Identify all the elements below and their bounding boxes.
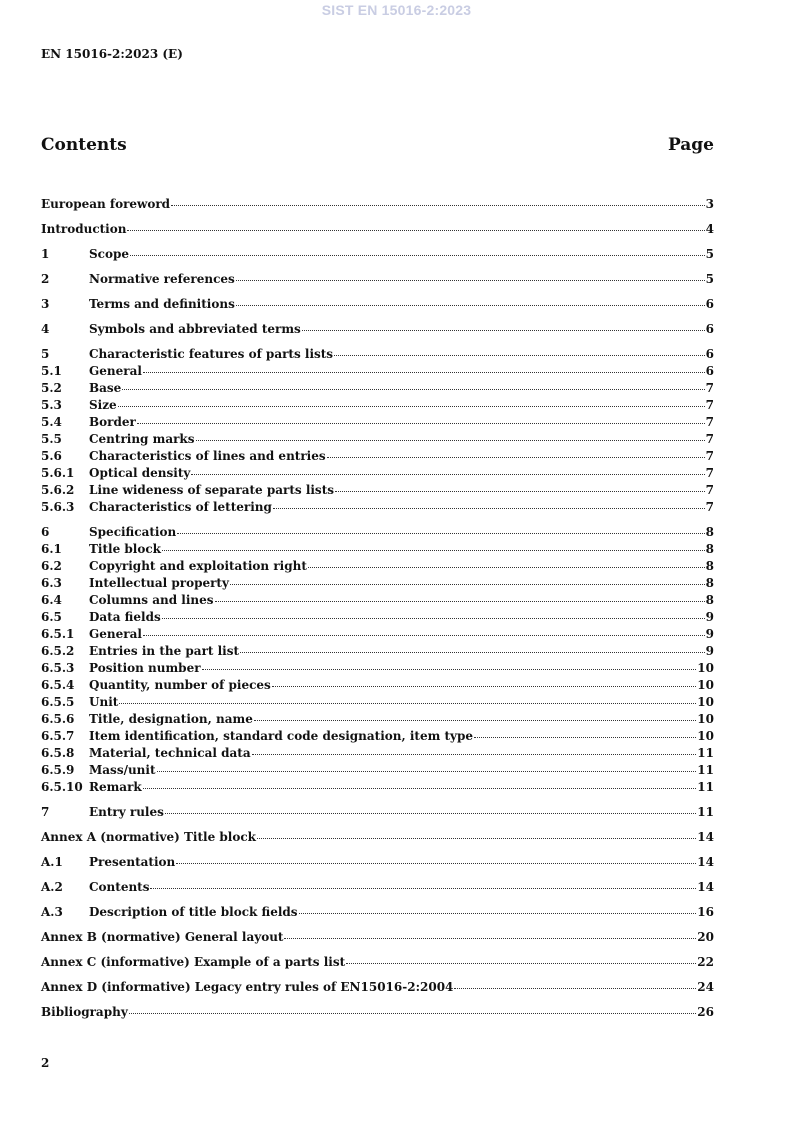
toc-entry-number: A.1 bbox=[41, 855, 63, 869]
toc-entry[interactable] bbox=[41, 321, 714, 338]
toc-dot-leader bbox=[143, 634, 705, 636]
toc-entry-title: Specification bbox=[89, 525, 177, 539]
toc-dot-leader bbox=[302, 329, 705, 331]
toc-entry-title: Characteristics of lettering bbox=[89, 500, 272, 514]
toc-entry-page: 5 bbox=[705, 272, 714, 286]
toc-entry-page: 26 bbox=[697, 1005, 714, 1019]
toc-entry[interactable] bbox=[41, 499, 714, 516]
toc-dot-leader bbox=[299, 912, 697, 914]
toc-entry-number: 6.5.5 bbox=[41, 695, 75, 709]
toc-entry-title: European foreword bbox=[41, 197, 171, 211]
toc-entry-number: 6.3 bbox=[41, 576, 62, 590]
toc-entry-title: Title, designation, name bbox=[89, 712, 253, 726]
toc-entry-title: Scope bbox=[89, 247, 130, 261]
toc-entry-page: 7 bbox=[705, 500, 714, 514]
toc-entry-page: 7 bbox=[705, 432, 714, 446]
toc-entry-page: 22 bbox=[697, 955, 714, 969]
table-of-contents bbox=[41, 196, 714, 1021]
toc-entry-number: 6.5 bbox=[41, 610, 62, 624]
toc-dot-leader bbox=[176, 862, 696, 864]
toc-entry-number: 6.5.8 bbox=[41, 746, 75, 760]
toc-entry-title: Remark bbox=[89, 780, 142, 794]
toc-dot-leader bbox=[474, 736, 696, 738]
toc-entry-number: 2 bbox=[41, 272, 50, 286]
toc-dot-leader bbox=[308, 566, 705, 568]
toc-entry-number: 1 bbox=[41, 247, 50, 261]
toc-dot-leader bbox=[118, 405, 705, 407]
toc-entry-page: 8 bbox=[705, 593, 714, 607]
toc-entry-title: Material, technical data bbox=[89, 746, 251, 760]
toc-entry-number: 5.6.3 bbox=[41, 500, 75, 514]
toc-entry-title: Bibliography bbox=[41, 1005, 128, 1019]
toc-entry[interactable] bbox=[41, 363, 714, 380]
toc-entry-number: 5.3 bbox=[41, 398, 62, 412]
toc-entry-title: Line wideness of separate parts lists bbox=[89, 483, 334, 497]
toc-dot-leader bbox=[334, 354, 705, 356]
toc-entry[interactable] bbox=[41, 711, 714, 728]
toc-entry-page: 6 bbox=[705, 322, 714, 336]
toc-entry[interactable] bbox=[41, 346, 714, 363]
toc-entry-page: 6 bbox=[705, 297, 714, 311]
toc-entry-page: 24 bbox=[697, 980, 714, 994]
toc-entry-title: Quantity, number of pieces bbox=[89, 678, 271, 692]
toc-entry-page: 8 bbox=[705, 559, 714, 573]
toc-entry-page: 11 bbox=[697, 746, 714, 760]
toc-dot-leader bbox=[257, 837, 696, 839]
toc-entry-title: Position number bbox=[89, 661, 201, 675]
toc-dot-leader bbox=[129, 1012, 697, 1014]
toc-entry-number: A.3 bbox=[41, 905, 63, 919]
toc-dot-leader bbox=[454, 987, 696, 989]
toc-entry-number: 5.6.1 bbox=[41, 466, 75, 480]
toc-entry[interactable] bbox=[41, 448, 714, 465]
toc-entry-page: 14 bbox=[697, 880, 714, 894]
toc-entry[interactable] bbox=[41, 929, 714, 946]
toc-entry-number: 6.5.2 bbox=[41, 644, 75, 658]
toc-entry[interactable] bbox=[41, 904, 714, 921]
toc-entry[interactable] bbox=[41, 558, 714, 575]
toc-entry-page: 16 bbox=[697, 905, 714, 919]
toc-entry[interactable] bbox=[41, 296, 714, 313]
toc-dot-leader bbox=[162, 549, 705, 551]
toc-entry-page: 3 bbox=[705, 197, 714, 211]
toc-entry[interactable] bbox=[41, 677, 714, 694]
toc-dot-leader bbox=[191, 473, 704, 475]
toc-entry-page: 7 bbox=[705, 381, 714, 395]
toc-dot-leader bbox=[215, 600, 705, 602]
toc-entry[interactable] bbox=[41, 804, 714, 821]
toc-dot-leader bbox=[171, 204, 705, 206]
toc-entry-page: 9 bbox=[705, 610, 714, 624]
toc-dot-leader bbox=[236, 304, 705, 306]
toc-entry[interactable] bbox=[41, 779, 714, 796]
toc-entry[interactable] bbox=[41, 609, 714, 626]
toc-entry[interactable] bbox=[41, 541, 714, 558]
toc-entry[interactable] bbox=[41, 482, 714, 499]
toc-entry-title: Item identification, standard code designation, item type bbox=[89, 729, 474, 743]
toc-entry-title: Symbols and abbreviated terms bbox=[89, 322, 301, 336]
toc-entry[interactable] bbox=[41, 728, 714, 745]
toc-entry-number: 6.4 bbox=[41, 593, 62, 607]
toc-entry-title: Size bbox=[89, 398, 117, 412]
toc-entry-number: 6.5.10 bbox=[41, 780, 83, 794]
toc-entry-number: 6.5.3 bbox=[41, 661, 75, 675]
toc-entry-number: 5 bbox=[41, 347, 50, 361]
toc-entry-title: Mass/unit bbox=[89, 763, 156, 777]
toc-entry[interactable] bbox=[41, 575, 714, 592]
toc-entry-number: 3 bbox=[41, 297, 50, 311]
toc-dot-leader bbox=[157, 770, 697, 772]
toc-dot-leader bbox=[252, 753, 697, 755]
toc-entry-page: 6 bbox=[705, 347, 714, 361]
toc-entry-page: 7 bbox=[705, 483, 714, 497]
toc-dot-leader bbox=[254, 719, 696, 721]
watermark: SIST EN 15016-2:2023 bbox=[321, 2, 472, 18]
toc-entry[interactable] bbox=[41, 246, 714, 263]
toc-entry-page: 10 bbox=[697, 678, 714, 692]
toc-dot-leader bbox=[137, 422, 705, 424]
toc-dot-leader bbox=[122, 388, 704, 390]
toc-entry-page: 10 bbox=[697, 712, 714, 726]
toc-dot-leader bbox=[202, 668, 697, 670]
toc-entry[interactable] bbox=[41, 196, 714, 213]
toc-entry[interactable] bbox=[41, 694, 714, 711]
toc-entry[interactable] bbox=[41, 592, 714, 609]
toc-entry-title: Annex D (informative) Legacy entry rules of EN15016-2:2004 bbox=[41, 980, 454, 994]
toc-entry-title: Characteristics of lines and entries bbox=[89, 449, 326, 463]
toc-entry-title: Introduction bbox=[41, 222, 127, 236]
toc-entry-title: Optical density bbox=[89, 466, 191, 480]
toc-dot-leader bbox=[230, 583, 705, 585]
toc-entry[interactable] bbox=[41, 643, 714, 660]
toc-entry-title: Columns and lines bbox=[89, 593, 214, 607]
toc-entry-number: 6.1 bbox=[41, 542, 62, 556]
toc-entry-page: 14 bbox=[697, 855, 714, 869]
toc-entry-number: 4 bbox=[41, 322, 50, 336]
toc-entry[interactable] bbox=[41, 414, 714, 431]
toc-entry-page: 7 bbox=[705, 466, 714, 480]
toc-entry-title: Centring marks bbox=[89, 432, 195, 446]
toc-dot-leader bbox=[143, 787, 697, 789]
toc-entry-title: Base bbox=[89, 381, 122, 395]
toc-entry-page: 10 bbox=[697, 661, 714, 675]
toc-entry-page: 20 bbox=[697, 930, 714, 944]
toc-entry-title: Normative references bbox=[89, 272, 235, 286]
toc-dot-leader bbox=[165, 812, 696, 814]
toc-entry[interactable] bbox=[41, 1004, 714, 1021]
toc-dot-leader bbox=[272, 685, 696, 687]
toc-entry-number: 6.5.4 bbox=[41, 678, 75, 692]
toc-dot-leader bbox=[119, 702, 696, 704]
toc-entry-page: 5 bbox=[705, 247, 714, 261]
toc-entry-page: 6 bbox=[705, 364, 714, 378]
toc-entry-number: 6.5.6 bbox=[41, 712, 75, 726]
toc-entry-number: 7 bbox=[41, 805, 50, 819]
toc-entry[interactable] bbox=[41, 854, 714, 871]
toc-entry[interactable] bbox=[41, 626, 714, 643]
toc-entry-number: 5.1 bbox=[41, 364, 62, 378]
toc-entry-title: Annex C (informative) Example of a parts list bbox=[41, 955, 346, 969]
toc-entry-page: 9 bbox=[705, 627, 714, 641]
toc-entry-page: 10 bbox=[697, 729, 714, 743]
toc-entry-title: Terms and definitions bbox=[89, 297, 235, 311]
toc-entry-number: 5.2 bbox=[41, 381, 62, 395]
toc-entry-page: 10 bbox=[697, 695, 714, 709]
toc-entry-number: 6.5.1 bbox=[41, 627, 75, 641]
toc-entry-title: Contents bbox=[89, 880, 150, 894]
toc-entry-title: General bbox=[89, 364, 142, 378]
toc-entry[interactable] bbox=[41, 660, 714, 677]
toc-entry[interactable] bbox=[41, 954, 714, 971]
toc-dot-leader bbox=[150, 887, 696, 889]
toc-entry-number: 5.4 bbox=[41, 415, 62, 429]
toc-entry-page: 7 bbox=[705, 398, 714, 412]
toc-dot-leader bbox=[273, 507, 705, 509]
toc-entry-title: Entry rules bbox=[89, 805, 164, 819]
toc-entry-page: 7 bbox=[705, 449, 714, 463]
toc-dot-leader bbox=[143, 371, 705, 373]
toc-dot-leader bbox=[127, 229, 704, 231]
toc-entry[interactable] bbox=[41, 829, 714, 846]
toc-entry-title: Data fields bbox=[89, 610, 161, 624]
toc-dot-leader bbox=[284, 937, 696, 939]
toc-entry-page: 9 bbox=[705, 644, 714, 658]
toc-entry-number: A.2 bbox=[41, 880, 63, 894]
toc-entry[interactable] bbox=[41, 465, 714, 482]
toc-entry-title: Entries in the part list bbox=[89, 644, 240, 658]
toc-entry-page: 11 bbox=[697, 763, 714, 777]
toc-dot-leader bbox=[335, 490, 705, 492]
toc-entry[interactable] bbox=[41, 879, 714, 896]
toc-dot-leader bbox=[346, 962, 696, 964]
toc-entry[interactable] bbox=[41, 762, 714, 779]
toc-entry-page: 14 bbox=[697, 830, 714, 844]
toc-dot-leader bbox=[236, 279, 705, 281]
toc-entry-title: Description of title block fields bbox=[89, 905, 298, 919]
toc-entry[interactable] bbox=[41, 979, 714, 996]
toc-entry-number: 5.6.2 bbox=[41, 483, 75, 497]
toc-entry[interactable] bbox=[41, 221, 714, 238]
toc-entry-number: 6 bbox=[41, 525, 50, 539]
page-number: 2 bbox=[41, 1056, 50, 1070]
toc-entry-number: 5.5 bbox=[41, 432, 62, 446]
document-id: EN 15016-2:2023 (E) bbox=[41, 47, 183, 61]
page-column-heading: Page bbox=[667, 135, 714, 155]
toc-entry-title: Border bbox=[89, 415, 136, 429]
toc-entry[interactable] bbox=[41, 431, 714, 448]
toc-entry[interactable] bbox=[41, 397, 714, 414]
toc-dot-leader bbox=[177, 532, 704, 534]
toc-entry-number: 5.6 bbox=[41, 449, 62, 463]
toc-entry[interactable] bbox=[41, 524, 714, 541]
toc-entry-title: Annex A (normative) Title block bbox=[41, 830, 256, 844]
toc-entry-page: 11 bbox=[697, 805, 714, 819]
toc-entry[interactable] bbox=[41, 380, 714, 397]
toc-entry-title: Copyright and exploitation right bbox=[89, 559, 307, 573]
toc-entry-number: 6.2 bbox=[41, 559, 62, 573]
toc-entry-number: 6.5.9 bbox=[41, 763, 75, 777]
toc-entry-page: 4 bbox=[705, 222, 714, 236]
contents-heading: Contents bbox=[41, 135, 127, 155]
toc-entry-page: 8 bbox=[705, 542, 714, 556]
toc-entry-title: General bbox=[89, 627, 142, 641]
toc-entry[interactable] bbox=[41, 271, 714, 288]
toc-entry-page: 7 bbox=[705, 415, 714, 429]
toc-entry-page: 8 bbox=[705, 576, 714, 590]
toc-entry-title: Characteristic features of parts lists bbox=[89, 347, 334, 361]
toc-dot-leader bbox=[240, 651, 705, 653]
toc-entry-title: Presentation bbox=[89, 855, 176, 869]
toc-dot-leader bbox=[327, 456, 705, 458]
toc-entry-number: 6.5.7 bbox=[41, 729, 75, 743]
toc-entry[interactable] bbox=[41, 745, 714, 762]
toc-entry-title: Title block bbox=[89, 542, 161, 556]
toc-dot-leader bbox=[162, 617, 705, 619]
toc-entry-page: 8 bbox=[705, 525, 714, 539]
toc-entry-title: Unit bbox=[89, 695, 119, 709]
toc-entry-title: Annex B (normative) General layout bbox=[41, 930, 284, 944]
toc-dot-leader bbox=[130, 254, 705, 256]
toc-entry-title: Intellectual property bbox=[89, 576, 229, 590]
toc-dot-leader bbox=[196, 439, 705, 441]
toc-entry-page: 11 bbox=[697, 780, 714, 794]
